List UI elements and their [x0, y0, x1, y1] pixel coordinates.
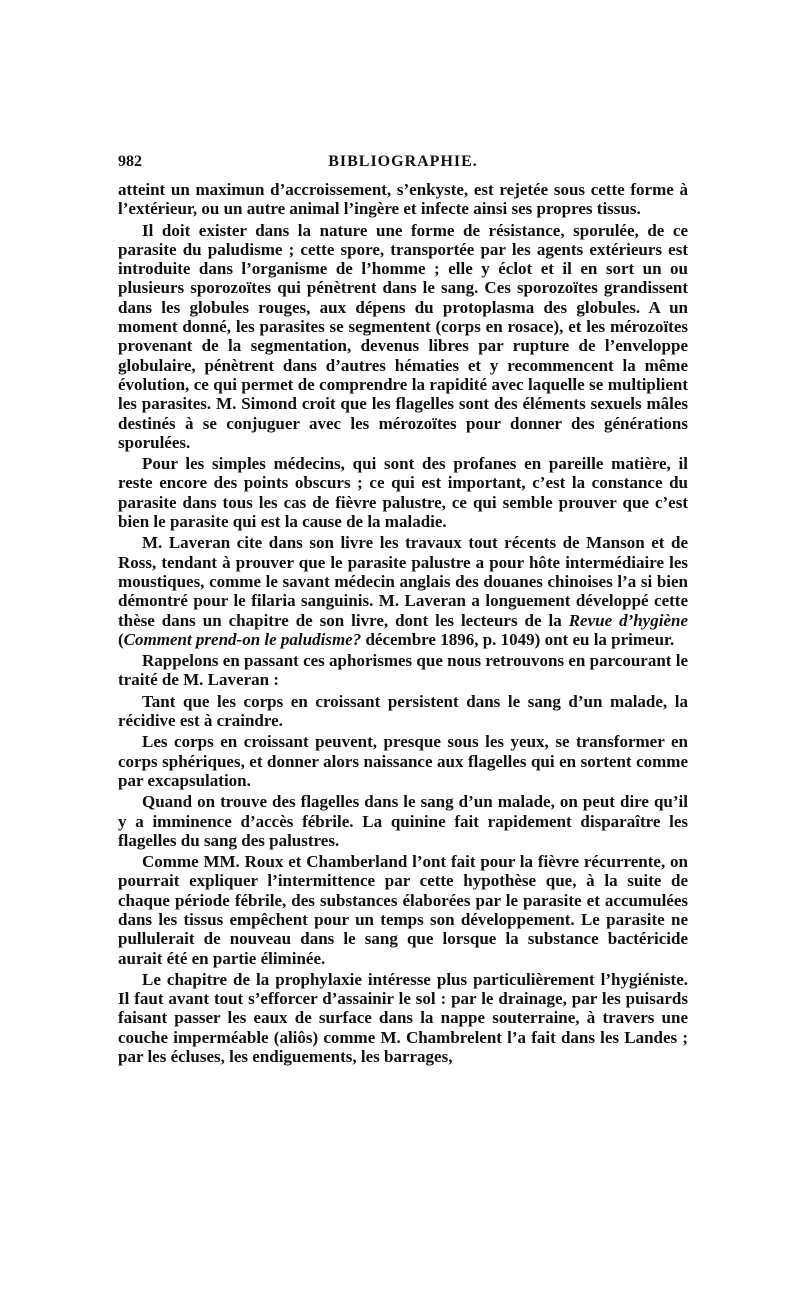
paragraph-prophylaxie: Le chapitre de la prophylaxie intéresse plus particulièrement l’hygiéniste. Il faut avant tout s’efforcer d’assainir le sol : par le drainage, par les puisards faisant passer les eaux de surface dans la nappe souterraine, à travers une couche imperméable (aliôs) comme M. Chambrelent l’a fait dans les Landes ; par les écluses, les endiguements, les barrages, — [118, 969, 688, 1067]
paragraph-aphorismes: Rappelons en passant ces aphorismes que nous retrouvons en parcourant le traité de M. Laveran : — [118, 651, 688, 690]
paragraph-laveran — [118, 533, 688, 649]
paren-open: ( — [118, 629, 124, 649]
paragraph-profanes: Pour les simples médecins, qui sont des profanes en pareille matière, il reste encore des points obscurs ; ce qui est important, c’est la constance du parasite dans tous les cas de fièvre palustre, ce qui semble prouver que c’est bien le parasite qui est la cause de la maladie. — [118, 454, 688, 532]
paragraph-flagelles: Quand on trouve des flagelles dans le sang d’un malade, on peut dire qu’il y a imminence d’accès fébrile. La quinine fait rapidement disparaître les flagelles du sang des palustres. — [118, 792, 688, 850]
paragraph-roux-chamberland: Comme MM. Roux et Chamberland l’ont fait pour la fièvre récurrente, on pourrait expliquer l’intermittence par cette hypothèse que, à la suite de chaque période fébrile, des substances élaborées par le parasite et accumulées dans les tissus empêchent pour un temps son développement. Le parasite ne pullulerait de nouveau dans le sang que lorsque la substance bactéricide aurait été en partie éliminée. — [118, 852, 688, 968]
page-header — [118, 152, 688, 178]
laveran-text: M. Laveran cite dans son livre les travaux tout récents de Manson et de Ross, tendant à prouver que le parasite palustre a pour hôte intermédiaire les moustiques, comme le savant médecin anglais des douanes chinoises l’a si bien démontré pour le filaria sanguinis. M. Laveran a longuement développé cette thèse dans un chapitre de son livre, dont les lecteurs de la — [118, 533, 688, 630]
paragraph-croissant-persistent: Tant que les corps en croissant persistent dans le sang d’un malade, la récidive est à craindre. — [118, 691, 688, 731]
laveran-text-end: décembre 1896, p. 1049) ont eu la primeur. — [361, 629, 675, 649]
paragraph-croissant-transform: Les corps en croissant peuvent, presque sous les yeux, se transformer en corps sphériques, et donner alors naissance aux flagelles qui en sortent comme par excapsulation. — [118, 732, 688, 790]
paragraph-continuation: atteint un maximun d’accroissement, s’enkyste, est rejetée sous cette forme à l’extérieur, ou un autre animal l’ingère et infecte ainsi ses propres tissus. — [118, 180, 688, 219]
document-page — [118, 152, 688, 1066]
article-title: Comment prend-on le paludisme? — [123, 629, 362, 649]
page-number: 982 — [118, 153, 142, 170]
journal-title: Revue d’hygiène — [568, 610, 688, 630]
running-head: BIBLIOGRAPHIE. — [328, 153, 478, 170]
paragraph-spore: Il doit exister dans la nature une forme de résistance, sporulée, de ce parasite du paludisme ; cette spore, transportée par les agents extérieurs est introduite dans l’organisme de l’homme ; elle y éclot et il en sort un ou plusieurs sporozoïtes qui pénètrent dans le sang. Ces sporozoïtes grandissent dans les globules rouges, aux dépens du protoplasma des globules. A un moment donné, les parasites se segmentent (corps en rosace), et les mérozoïtes provenant de la segmentation, devenus libres par rupture de l’enveloppe globulaire, pénètrent dans d’autres hématies et y recommencent la même évolution, ce qui permet de comprendre la rapidité avec laquelle se multiplient les parasites. M. Simond croit que les flagelles sont des éléments sexuels mâles destinés à se conjuguer avec les mérozoïtes pour donner des générations sporulées. — [118, 220, 688, 452]
